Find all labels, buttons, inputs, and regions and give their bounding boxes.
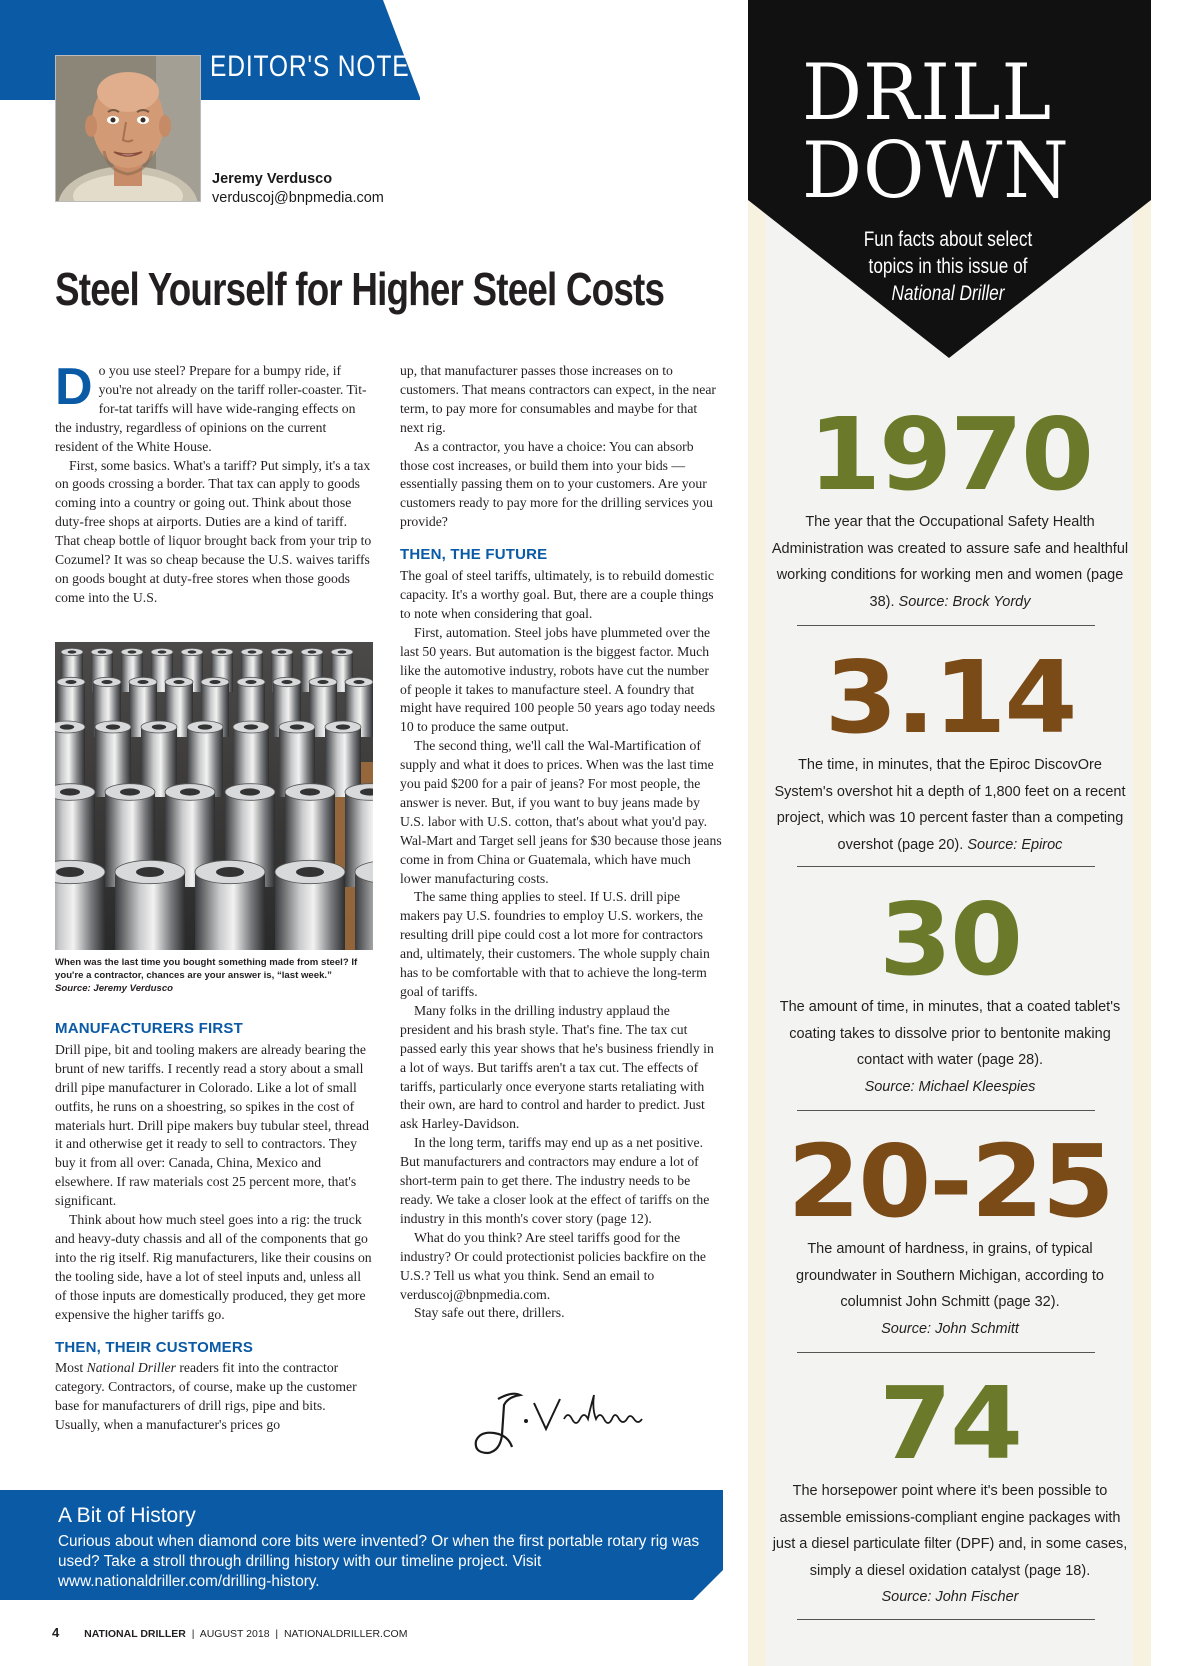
- article-column-1: [55, 358, 373, 608]
- paragraph: The goal of steel tariffs, ultimately, is to rebuild domestic capacity. It's a worthy goal. But, there are a couple things to note when considering that goal.: [400, 568, 714, 621]
- drill-bit-bore: [296, 867, 324, 877]
- paragraph: Stay safe out there, drillers.: [414, 1305, 565, 1321]
- fact-number: 1970: [808, 396, 1092, 513]
- fact-30: [770, 881, 1130, 1100]
- fact-number: 30: [879, 881, 1021, 998]
- fact-1970: [770, 396, 1130, 615]
- drill-bit-bore: [98, 650, 107, 653]
- drill-bit-bore: [245, 680, 256, 684]
- paragraph: Many folks in the drilling industry applaud the president and his brash style. That's fine. The tax cut passed early this year shows that he's business friendly in a lot of ways. But tariffs aren't a tax cut. The effects of tariffs, particularly once everyone starts retaliating with their own, are hard to control and harder to predict. Just ask Harley-Davidson.: [400, 1002, 714, 1132]
- paragraph: o you use steel? Prepare for a bumpy ride, if you're not already on the tariff roller-coaster. Tit-for-tat tariffs will have wide-ranging effects on the industry, regardless of opinions on the current resident of the White House.: [55, 363, 367, 454]
- fact-3-14: [770, 639, 1130, 858]
- drop-cap: D: [55, 358, 93, 416]
- drill-bit-bore: [308, 650, 317, 653]
- drill-bit-bore: [188, 650, 197, 653]
- drill-bit-bore: [106, 724, 120, 729]
- page-footer: [52, 1625, 407, 1640]
- fact-divider: [797, 1352, 1095, 1353]
- footer-separator: |: [191, 1628, 195, 1640]
- subhead-then-their-customers: THEN, THEIR CUSTOMERS: [55, 1338, 254, 1356]
- editor-signature: [468, 1385, 688, 1465]
- fact-divider: [797, 866, 1095, 867]
- website: NATIONALDRILLER.COM: [283, 1628, 408, 1640]
- drill-bit-bore: [137, 680, 148, 684]
- drill-bit-bore: [209, 680, 220, 684]
- article-headline: Steel Yourself for Higher Steel Costs: [55, 263, 665, 315]
- subhead-manufacturers-first: MANUFACTURERS FIRST: [55, 1020, 243, 1037]
- author-email: verduscoj@bnpmedia.com: [212, 190, 384, 206]
- history-title: A Bit of History: [58, 1504, 196, 1527]
- paragraph: First, automation. Steel jobs have plummeted over the last 50 years. But automation is the biggest factor. Much like the automotive industry, robots have cut the number of people it takes to manufacture steel. A foundry that might have required 100 people 50 years ago today needs 10 to produce the same output.: [400, 624, 716, 735]
- drill-bit-bore: [152, 724, 166, 729]
- paragraph: Drill pipe, bit and tooling makers are already bearing the brunt of new tariffs. I recently read a story about a small drill pipe manufacturer in Colorado. Like a lot of small outfits, he runs on a shoestring, so spikes in the cost of materials hurt. Drill pipe makers buy tubular steel, thread it and otherwise get it ready to sell to contractors. They buy it from all over: Canada, China, Mexico and elsewhere. If raw materials cost 25 percent more, that's significant.: [55, 1041, 369, 1209]
- drill-bit-bore: [248, 650, 257, 653]
- drill-bit-bore: [128, 650, 137, 653]
- drill-bit-body: [355, 872, 373, 950]
- drill-bits-photo: [55, 642, 373, 950]
- article-column-1-lower: [55, 1020, 373, 1435]
- author-photo: [55, 55, 201, 202]
- drill-bit-bore: [353, 680, 364, 684]
- fact-divider: [797, 625, 1095, 626]
- photo-caption: [55, 956, 375, 995]
- drill-bit-bore: [158, 650, 167, 653]
- drill-bit-bore: [216, 867, 244, 877]
- paragraph: What do you think? Are steel tariffs good for the industry? Or could protectionist policies backfire on the U.S.? Tell us what you think. Send an email to verduscoj@bnpmedia.com.: [400, 1229, 706, 1302]
- caption-text: When was the last time you bought something made from steel? If you're a contractor, chances are your answer is, “last week.”: [55, 957, 358, 981]
- drill-bit-bore: [173, 680, 184, 684]
- drill-bit-bore: [317, 680, 328, 684]
- drill-bit-bore: [65, 680, 76, 684]
- drill-bit-bore: [60, 724, 74, 729]
- fact-divider: [797, 1619, 1095, 1620]
- drill-bit-bore: [60, 788, 80, 795]
- drill-bit-bore: [180, 788, 200, 795]
- fact-number: 3.14: [824, 639, 1076, 756]
- fact-74: [770, 1365, 1130, 1611]
- fact-number: 74: [879, 1365, 1021, 1482]
- page-number: 4: [52, 1625, 60, 1640]
- fact-divider: [797, 1110, 1095, 1111]
- drill-bit-bore: [336, 724, 350, 729]
- drill-bit-bore: [198, 724, 212, 729]
- paragraph: First, some basics. What's a tariff? Put simply, it's a tax on goods crossing a border. That tax can apply to goods coming into a country or going out. Think about those duty-free shops at airports. Duties are a kind of tariff. That cheap bottle of liquor brought back from your trip to Cozumel? It was so cheap because the U.S. waives tariffs on goods bought at duty-free stores when those goods come into the U.S.: [55, 457, 372, 605]
- paragraph: Most National Driller readers fit into the contractor category. Contractors, of course, make up the customer base for manufacturers of drill rigs, pipe and bits. Usually, when a manufacturer's prices go: [55, 1360, 357, 1433]
- caption-source: Source: Jeremy Verdusco: [55, 983, 174, 994]
- history-body: Curious about when diamond core bits were invented? Or when the first portable rotary rig was used? Take a stroll through drilling history with our timeline project. Visit www.nationaldriller.com/drilling-history.: [58, 1533, 700, 1590]
- fact-description: The time, in minutes, that the Epiroc DiscovOre System's overshot hit a depth of 1,800 feet on a recent project, which was 10 percent faster than a competing overshot (page 20). Source: Epiroc: [774, 757, 1126, 853]
- drill-bit-bore: [136, 867, 164, 877]
- paragraph: up, that manufacturer passes those increases on to customers. That means contractors can expect, in the near term, to pay more for consumables and maybe for that next rig.: [400, 363, 716, 435]
- drill-bit-bore: [240, 788, 260, 795]
- fact-description: The amount of hardness, in grains, of typical groundwater in Southern Michigan, according to columnist John Schmitt (page 32). Source: John Schmitt: [796, 1241, 1104, 1337]
- drill-bit-bore: [120, 788, 140, 795]
- fact-number: 20-25: [787, 1123, 1113, 1240]
- drill-bit-bore: [101, 680, 112, 684]
- issue-date: AUGUST 2018: [199, 1628, 270, 1640]
- drill-bit-bore: [338, 650, 347, 653]
- drill-bit-bore: [278, 650, 287, 653]
- article-column-2: [400, 362, 722, 1323]
- subhead-then-the-future: THEN, THE FUTURE: [400, 546, 548, 564]
- drill-bit-bore: [290, 724, 304, 729]
- fact-description: The year that the Occupational Safety Health Administration was created to assure safe and healthful working conditions for working men and women (page 38). Source: Brock Yordy: [771, 514, 1129, 610]
- drill-bit-bore: [281, 680, 292, 684]
- paragraph: Think about how much steel goes into a rig: the truck and heavy-duty chassis and all of the components that go into the rig itself. Rig manufacturers, like their cousins on the tooling side, have a lot of steel inputs and, unless all of those inputs are domestically produced, they get more expensive the higher tariffs go.: [55, 1212, 372, 1322]
- section-label: EDITOR'S NOTES: [210, 50, 427, 83]
- drill-bit-bore: [300, 788, 320, 795]
- fact-description: The horsepower point where it's been possible to assemble emissions-compliant engine packages with just a diesel particulate filter (DPF) and, in some cases, simply a diesel oxidation catalyst (page 18). Source: John Fischer: [772, 1483, 1128, 1605]
- drill-bit-bore: [56, 867, 84, 877]
- drill-bit-bore: [244, 724, 258, 729]
- paragraph: The same thing applies to steel. If U.S. drill pipe makers pay U.S. foundries to employ U.S. workers, the resulting drill pipe could cost a lot more for contractors and, ultimately, their customers. The whole supply chain has to be comfortable with that to achieve the long-term goal of tariffs.: [400, 889, 710, 999]
- magazine-name: NATIONAL DRILLER: [84, 1628, 186, 1640]
- sidebar-subtitle: Fun facts about select topics in this issue of National Driller: [863, 228, 1033, 305]
- fact-20-25: [770, 1123, 1130, 1342]
- paragraph: In the long term, tariffs may end up as a net positive. But manufacturers and contractors may endure a lot of short-term pain to get there. The industry needs to be ready. We take a closer look at the effect of tariffs on the industry in this month's cover story (page 12).: [400, 1135, 710, 1226]
- sidebar-title: DRILL DOWN: [802, 48, 1070, 216]
- drill-bit-bore: [68, 650, 77, 653]
- footer-separator: |: [275, 1628, 279, 1640]
- drill-bit-bore: [218, 650, 227, 653]
- paragraph: The second thing, we'll call the Wal-Martification of supply and what it does to prices. When was the last time you paid $200 for a pair of jeans? For most people, the answer is never. But, if you want to buy jeans made by U.S. labor with U.S. cotton, that's about what you'd pay. Wal-Mart and Target sell jeans for $30 because those jeans come in from China or Guatemala, which have much lower manufacturing costs.: [400, 738, 722, 886]
- fact-description: The amount of time, in minutes, that a coated tablet's coating takes to dissolve prior to bentonite making contact with water (page 28). Source: Michael Kleespies: [779, 999, 1121, 1095]
- paragraph: As a contractor, you have a choice: You can absorb those cost increases, or build them into your bids — essentially passing them on to your customers. Are your customers ready to pay more for the drilling services you provide?: [400, 438, 713, 530]
- history-callout[interactable]: [0, 1490, 723, 1600]
- author-name: Jeremy Verdusco: [212, 171, 333, 187]
